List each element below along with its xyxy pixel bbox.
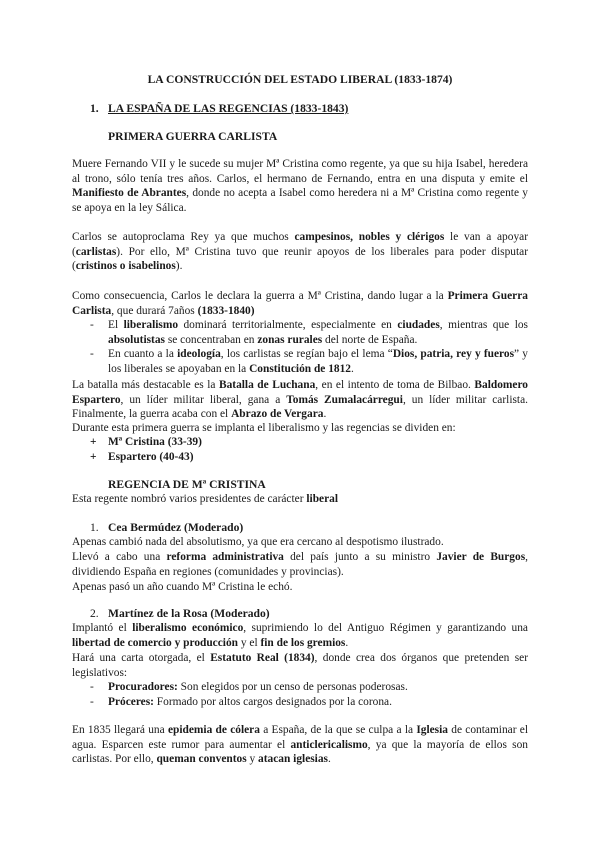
list-item-ideologia: - En cuanto a la ideología, los carlistas se regían bajo el lema “Dios, patria, rey y fueros” y los liberales se apoyaban en la Constitución de 1812. — [90, 348, 528, 375]
paragraph-cea-reforma: Llevó a cabo una reforma administrativa del país junto a su ministro Javier de Burgos, dividiendo España en regiones (comunidades y provincias). — [72, 551, 528, 578]
list-item-maria-cristina: + Mª Cristina (33-39) — [90, 436, 202, 448]
heading-cea-bermudez: 1. Cea Bermúdez (Moderado) — [90, 521, 244, 534]
section-number: 1. — [90, 102, 99, 115]
list-item-proceres: - Próceres: Formado por altos cargos designados por la corona. — [90, 695, 392, 708]
paragraph-estatuto-real: Hará una carta otorgada, el Estatuto Real (1834), donde crea dos órganos que pretenden ser legislativos: — [72, 652, 528, 679]
list-item-liberalismo: - El liberalismo dominará territorialmente, especialmente en ciudades, mientras que los absolutistas se concentraban en zonas rurales del norte de España. — [90, 319, 528, 346]
paragraph-death-fernando: Muere Fernando VII y le sucede su mujer Mª Cristina como regente, ya que su hija Isabel, heredera al trono, sólo tenía tres años. Carlos, el hermano de Fernando, entra en una disputa y emite el Manifiesto de Abrantes, donde no acepta a Isabel como heredera ni a Mª Cristina como regente y se apoya en la ley Sálica. — [72, 158, 528, 214]
subheading-regencia-cristina: REGENCIA DE Mª CRISTINA — [108, 478, 266, 491]
list-item-espartero: + Espartero (40-43) — [90, 450, 194, 463]
document-title: LA CONSTRUCCIÓN DEL ESTADO LIBERAL (1833-1874) — [147, 73, 453, 86]
paragraph-martinez-liberalismo: Implantó el liberalismo económico, suprimiendo lo del Antiguo Régimen y garantizando una libertad de comercio y producción y el fin de los gremios. — [72, 622, 528, 649]
section-title: LA ESPAÑA DE LAS REGENCIAS (1833-1843) — [108, 102, 349, 115]
paragraph-war-declared: Como consecuencia, Carlos le declara la guerra a Mª Cristina, dando lugar a la Primera Guerra Carlista, que durará 7años (1833-1840) — [72, 290, 528, 317]
subheading-primera-guerra-carlista: PRIMERA GUERRA CARLISTA — [108, 130, 278, 143]
war-bullet-list — [72, 318, 528, 376]
paragraph-regency-intro: Esta regente nombró varios presidentes de carácter liberal — [72, 493, 338, 505]
paragraph-carlos-proclaims: Carlos se autoproclama Rey ya que muchos campesinos, nobles y clérigos le van a apoyar (carlistas). Por ello, Mª Cristina tuvo que reunir apoyos de los liberales para poder disputar (cristinos o isabelinos). — [72, 231, 528, 272]
paragraph-batalla-luchana: La batalla más destacable es la Batalla de Luchana, en el intento de toma de Bilbao. Baldomero Espartero, un líder militar liberal, gana a Tomás Zumalacárregui, un líder militar carlista. Finalmente, la guerra acaba con el Abrazo de Vergara. — [72, 379, 528, 420]
estatuto-organs-list — [72, 680, 528, 709]
section-heading-regencias — [90, 102, 348, 115]
paragraph-cea-echo: Apenas pasó un año cuando Mª Cristina le echó. — [72, 581, 293, 593]
list-item-procuradores: - Procuradores: Son elegidos por un censo de personas poderosas. — [90, 681, 408, 693]
paragraph-cea-absolutismo: Apenas cambió nada del absolutismo, ya que era cercano al despotismo ilustrado. — [72, 536, 444, 548]
heading-martinez-de-la-rosa: 2. Martínez de la Rosa (Moderado) — [90, 607, 270, 620]
regencies-list — [72, 435, 528, 464]
paragraph-epidemia-colera: En 1835 llegará una epidemia de cólera a España, de la que se culpa a la Iglesia de contaminar el agua. Esparcen este rumor para aumentar el anticlericalismo, ya que la mayoría de ellos son carlistas. Por ello, queman conventos y atacan iglesias. — [72, 724, 529, 765]
paragraph-regencias-divide: Durante esta primera guerra se implanta el liberalismo y las regencias se dividen en: — [72, 422, 456, 434]
